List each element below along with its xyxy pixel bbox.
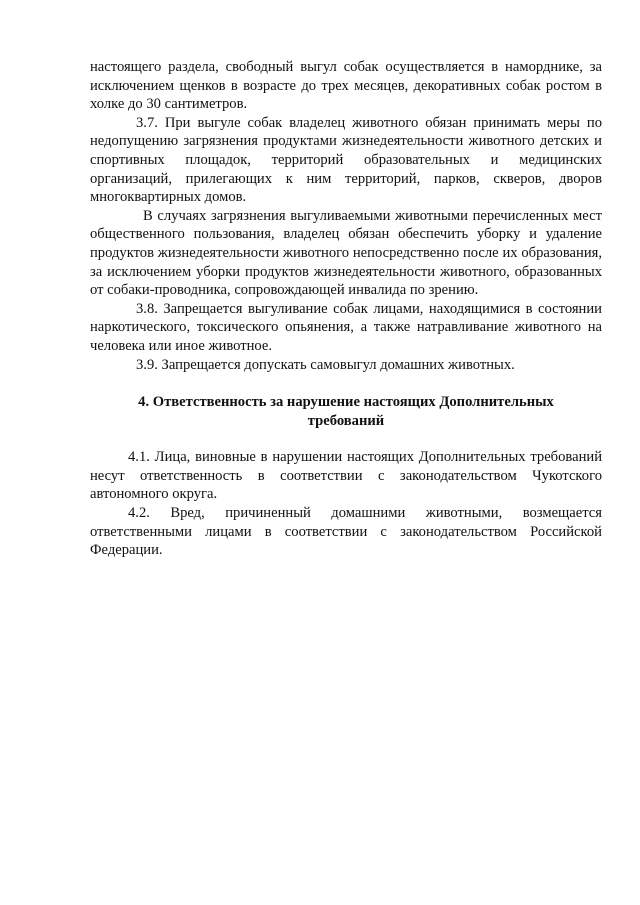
paragraph-3-7-pollution: В случаях загрязнения выгуливаемыми животными перечисленных мест общественного пользования, владелец обязан обеспечить уборку и удаление продуктов жизнедеятельности животного непосредственно после их образования, за исключением уборки продуктов жизнедеятельности животного, образованных от собаки-проводника, сопровождающей инвалида по зрению. xyxy=(90,207,602,299)
paragraph-3-9: 3.9. Запрещается допускать самовыгул домашних животных. xyxy=(136,356,515,373)
paragraph-4-1: 4.1. Лица, виновные в нарушении настоящих Дополнительных требований несут ответственность в соответствии с законодательством Чукотского автономного округа. xyxy=(90,449,602,503)
section-spacer xyxy=(90,430,602,448)
section-4-heading: 4. Ответственность за нарушение настоящих Дополнительных требований xyxy=(138,394,554,429)
paragraph-3-7: 3.7. При выгуле собак владелец животного обязан принимать меры по недопущению загрязнения продуктами жизнедеятельности животного детских и спортивных площадок, территорий образовательных и медицинских организаций, прилегающих к ним территорий, парков, скверов, дворов многоквартирных домов. xyxy=(90,114,602,206)
paragraph-continuation: настоящего раздела, свободный выгул собак осуществляется в наморднике, за исключением щенков в возрасте до трех месяцев, декоративных собак ростом в холке до 30 сантиметров. xyxy=(90,59,602,113)
paragraph-3-8: 3.8. Запрещается выгуливание собак лицами, находящимися в состоянии наркотического, токсического опьянения, а также натравливание животного на человека или иное животное. xyxy=(90,300,602,354)
document-page xyxy=(90,58,602,560)
paragraph-4-2: 4.2. Вред, причиненный домашними животными, возмещается ответственными лицами в соответствии с законодательством Российской Федерации. xyxy=(90,505,602,559)
